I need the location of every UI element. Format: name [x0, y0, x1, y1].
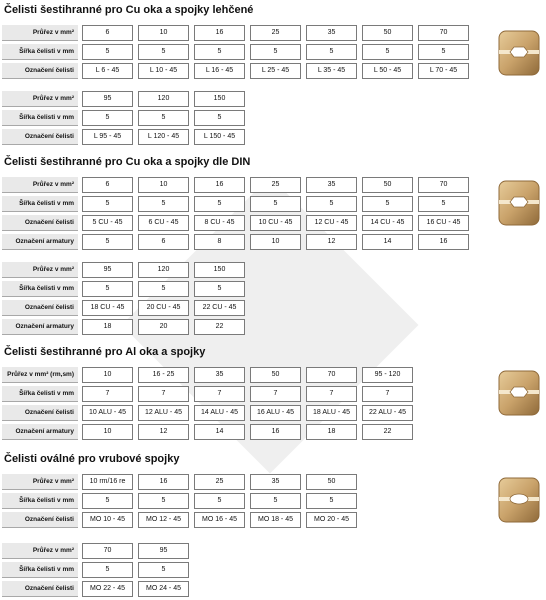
- table-cell: 16 CU - 45: [418, 215, 469, 231]
- table-cell: 50: [362, 177, 413, 193]
- table-cell: 20: [138, 319, 189, 335]
- table-cell: 6: [82, 25, 133, 41]
- table-cell: 12 CU - 45: [306, 215, 357, 231]
- table-cell: 7: [362, 386, 413, 402]
- table-cell: L 35 - 45: [306, 63, 357, 79]
- table-cell: 16: [194, 25, 245, 41]
- table-cell: 18 ALU - 45: [306, 405, 357, 421]
- table-cell: 70: [306, 367, 357, 383]
- table-cell: L 95 - 45: [82, 129, 133, 145]
- table-cell: 95 - 120: [362, 367, 413, 383]
- row-header: Průřez v mm²: [2, 91, 78, 107]
- row-header: Průřez v mm²: [2, 25, 78, 41]
- table-cell: 18: [306, 424, 357, 440]
- table-cell: 5 CU - 45: [82, 215, 133, 231]
- table-cell: 5: [82, 44, 133, 60]
- table-cell: 16 - 25: [138, 367, 189, 383]
- table-cell: 25: [194, 474, 245, 490]
- row-header: Označení armatury: [2, 234, 78, 250]
- table-cell: 8: [194, 234, 245, 250]
- table-cell: 5: [82, 110, 133, 126]
- table-cell: 70: [418, 177, 469, 193]
- hex-jaw-image: [493, 27, 545, 79]
- table-cell: 95: [138, 543, 189, 559]
- table-cell: 5: [82, 196, 133, 212]
- table-cell: 22 CU - 45: [194, 300, 245, 316]
- table-cell: 10 rm/16 re: [82, 474, 133, 490]
- table-cell: 7: [306, 386, 357, 402]
- table-cell: 7: [250, 386, 301, 402]
- table-cell: L 6 - 45: [82, 63, 133, 79]
- table-cell: MO 12 - 45: [138, 512, 189, 528]
- section-title: Čelisti šestihranné pro Cu oka a spojky dle DIN: [4, 156, 251, 168]
- section-title: Čelisti šestihranné pro Al oka a spojky: [4, 346, 206, 358]
- table-cell: 35: [194, 367, 245, 383]
- table-cell: 5: [250, 196, 301, 212]
- table-cell: MO 24 - 45: [138, 581, 189, 597]
- table-cell: MO 10 - 45: [82, 512, 133, 528]
- table-cell: 150: [194, 91, 245, 107]
- table-cell: 7: [82, 386, 133, 402]
- row-header: Průřez v mm²: [2, 474, 78, 490]
- hex-jaw-image: [493, 177, 545, 229]
- table-cell: 5: [250, 493, 301, 509]
- table-cell: 18: [82, 319, 133, 335]
- section-title: Čelisti šestihranné pro Cu oka a spojky lehčené: [4, 4, 254, 16]
- row-header: Šířka čelisti v mm: [2, 386, 78, 402]
- row-header: Označení čelisti: [2, 405, 78, 421]
- table-cell: 150: [194, 262, 245, 278]
- table-cell: MO 16 - 45: [194, 512, 245, 528]
- table-cell: 5: [138, 196, 189, 212]
- table-cell: 5: [194, 493, 245, 509]
- table-cell: 5: [418, 196, 469, 212]
- table-cell: 7: [194, 386, 245, 402]
- table-cell: 5: [82, 234, 133, 250]
- table-cell: MO 20 - 45: [306, 512, 357, 528]
- row-header: Šířka čelisti v mm: [2, 493, 78, 509]
- table-cell: 16: [138, 474, 189, 490]
- table-cell: L 150 - 45: [194, 129, 245, 145]
- table-cell: 5: [306, 196, 357, 212]
- table-cell: 120: [138, 262, 189, 278]
- table-cell: 5: [362, 196, 413, 212]
- table-cell: 20 CU - 45: [138, 300, 189, 316]
- table-cell: 5: [138, 44, 189, 60]
- table-cell: 25: [250, 177, 301, 193]
- row-header: Průřez v mm² (rm,sm): [2, 367, 78, 383]
- table-cell: 5: [138, 562, 189, 578]
- row-header: Označení čelisti: [2, 63, 78, 79]
- table-cell: 120: [138, 91, 189, 107]
- table-cell: 70: [82, 543, 133, 559]
- row-header: Označení čelisti: [2, 129, 78, 145]
- table-cell: 25: [250, 25, 301, 41]
- table-cell: 5: [418, 44, 469, 60]
- row-header: Průřez v mm²: [2, 262, 78, 278]
- table-cell: 12: [138, 424, 189, 440]
- table-cell: 35: [306, 25, 357, 41]
- table-cell: 70: [418, 25, 469, 41]
- table-cell: 8 CU - 45: [194, 215, 245, 231]
- table-cell: 14 ALU - 45: [194, 405, 245, 421]
- table-cell: 12: [306, 234, 357, 250]
- table-cell: L 16 - 45: [194, 63, 245, 79]
- table-cell: 35: [250, 474, 301, 490]
- table-cell: 95: [82, 262, 133, 278]
- table-cell: 22 ALU - 45: [362, 405, 413, 421]
- table-cell: 6: [82, 177, 133, 193]
- section-title: Čelisti oválné pro vrubové spojky: [4, 453, 180, 465]
- row-header: Průřez v mm²: [2, 177, 78, 193]
- row-header: Šířka čelisti v mm: [2, 196, 78, 212]
- table-cell: L 120 - 45: [138, 129, 189, 145]
- table-cell: L 50 - 45: [362, 63, 413, 79]
- table-cell: MO 18 - 45: [250, 512, 301, 528]
- table-cell: 10: [82, 424, 133, 440]
- table-cell: 10: [82, 367, 133, 383]
- table-cell: 5: [306, 493, 357, 509]
- row-header: Šířka čelisti v mm: [2, 44, 78, 60]
- table-cell: 10 ALU - 45: [82, 405, 133, 421]
- table-cell: 5: [194, 110, 245, 126]
- table-cell: 16: [194, 177, 245, 193]
- row-header: Průřez v mm²: [2, 543, 78, 559]
- table-cell: L 10 - 45: [138, 63, 189, 79]
- row-header: Označení čelisti: [2, 215, 78, 231]
- hex-jaw-image: [493, 367, 545, 419]
- table-cell: L 25 - 45: [250, 63, 301, 79]
- table-cell: 10 CU - 45: [250, 215, 301, 231]
- table-cell: 5: [82, 493, 133, 509]
- row-header: Označení čelisti: [2, 300, 78, 316]
- table-cell: 5: [194, 44, 245, 60]
- table-cell: 16: [418, 234, 469, 250]
- table-cell: 5: [138, 110, 189, 126]
- table-cell: L 70 - 45: [418, 63, 469, 79]
- table-cell: 14 CU - 45: [362, 215, 413, 231]
- table-cell: 5: [82, 562, 133, 578]
- row-header: Označení čelisti: [2, 512, 78, 528]
- table-cell: 7: [138, 386, 189, 402]
- table-cell: 14: [194, 424, 245, 440]
- table-cell: 18 CU - 45: [82, 300, 133, 316]
- table-cell: 5: [306, 44, 357, 60]
- table-cell: 6: [138, 234, 189, 250]
- row-header: Označení čelisti: [2, 581, 78, 597]
- oval-jaw-image: [493, 474, 545, 526]
- table-cell: 5: [138, 281, 189, 297]
- table-cell: 22: [194, 319, 245, 335]
- table-cell: 16 ALU - 45: [250, 405, 301, 421]
- row-header: Šířka čelisti v mm: [2, 281, 78, 297]
- row-header: Označení armatury: [2, 319, 78, 335]
- table-cell: 10: [250, 234, 301, 250]
- table-cell: 95: [82, 91, 133, 107]
- table-cell: 10: [138, 177, 189, 193]
- row-header: Šířka čelisti v mm: [2, 110, 78, 126]
- table-cell: 16: [250, 424, 301, 440]
- table-cell: 5: [82, 281, 133, 297]
- table-cell: 12 ALU - 45: [138, 405, 189, 421]
- table-cell: 22: [362, 424, 413, 440]
- table-cell: 50: [306, 474, 357, 490]
- table-cell: 5: [138, 493, 189, 509]
- table-cell: 50: [362, 25, 413, 41]
- row-header: Šířka čelisti v mm: [2, 562, 78, 578]
- table-cell: 14: [362, 234, 413, 250]
- table-cell: 10: [138, 25, 189, 41]
- row-header: Označení armatury: [2, 424, 78, 440]
- table-cell: 5: [194, 196, 245, 212]
- table-cell: 50: [250, 367, 301, 383]
- table-cell: 6 CU - 45: [138, 215, 189, 231]
- table-cell: 5: [362, 44, 413, 60]
- table-cell: 5: [250, 44, 301, 60]
- table-cell: 35: [306, 177, 357, 193]
- table-cell: MO 22 - 45: [82, 581, 133, 597]
- table-cell: 5: [194, 281, 245, 297]
